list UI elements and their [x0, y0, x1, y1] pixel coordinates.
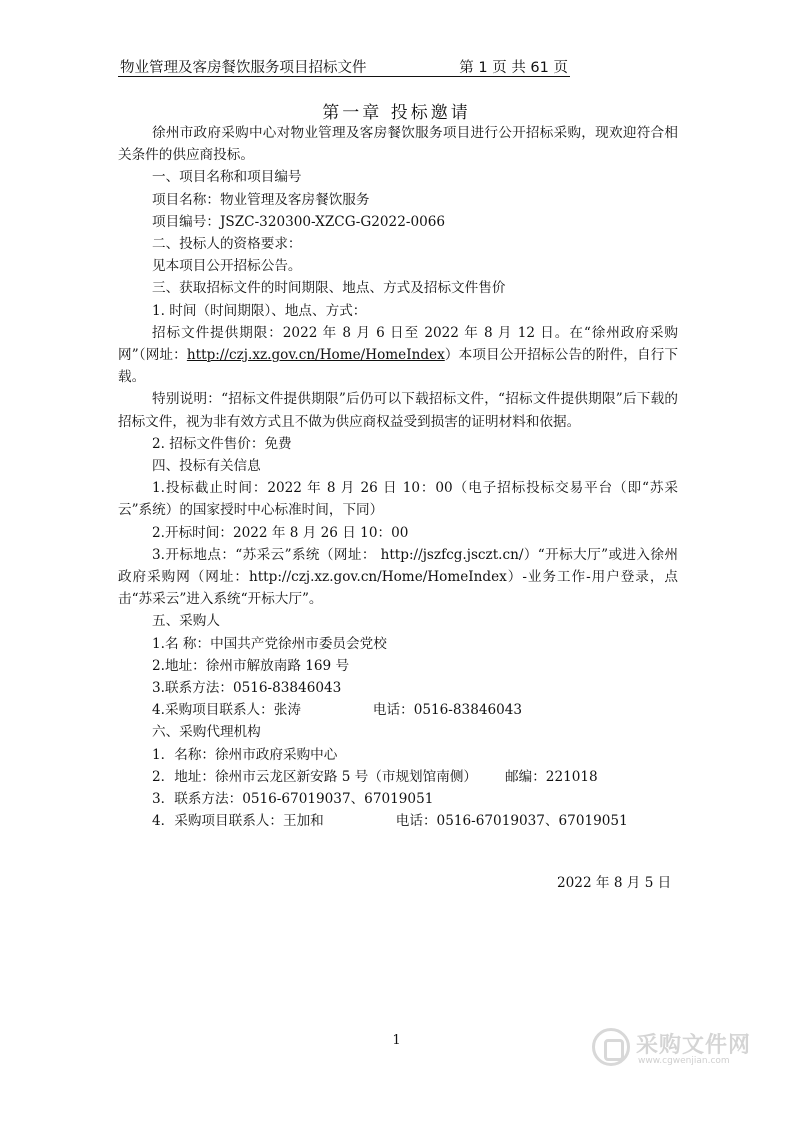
agency-address-line [118, 766, 678, 788]
section-heading: 三、获取招标文件的时间期限、地点、方式及招标文件售价 [152, 280, 506, 297]
purchaser-contact: 3.联系方法：0516-83846043 [152, 680, 342, 697]
contact-phone: 电话：0516-67019037、67019051 [395, 813, 628, 830]
page-number: 1 [392, 1033, 401, 1048]
document-title: 物业管理及客房餐饮服务项目招标文件 [120, 60, 367, 76]
watermark-name: 采购文件网 [636, 1033, 752, 1058]
agency-address: 2．地址：徐州市云龙区新安路 5 号（市规划馆南侧） [152, 768, 478, 785]
section-heading: 五、采购人 [152, 613, 220, 630]
paragraph: 见本项目公开招标公告。 [152, 258, 302, 275]
paragraph-text: ）本项目公开招标公告的附件，自行下载。 [118, 347, 679, 386]
contact-phone: 电话：0516-83846043 [372, 702, 523, 719]
document-body [118, 122, 678, 833]
opening-location: 3.开标地点：“苏采云”系统（网址： http://jszfcg.jsczt.cn/）“开标大厅”或进入徐州政府采购网（网址：http://czj.xz.gov.cn/Home/HomeIndex）-业务工作-用户登录，点击“苏采云”进入系统“开标大厅”。 [118, 546, 678, 608]
section-heading: 一、项目名称和项目编号 [152, 169, 302, 186]
chapter-title: 第一章 投标邀请 [322, 103, 471, 123]
subsection-heading: 1. 时间（时间期限）、地点、方式： [152, 302, 367, 319]
bid-deadline: 1.投标截止时间：2022 年 8 月 26 日 10：00（电子招标投标交易平台（即“苏采云”系统）的国家授时中心标准时间，下同） [118, 480, 678, 519]
watermark-site: www.cgwenjian.com [638, 1056, 730, 1066]
agency-zip: 邮编：221018 [505, 768, 598, 785]
paragraph: 2. 招标文件售价：免费 [152, 435, 292, 452]
contact-person: 4.采购项目联系人：张涛 [152, 702, 301, 719]
project-name: 项目名称：物业管理及客房餐饮服务 [152, 191, 370, 208]
contact-person: 4．采购项目联系人：王加和 [152, 813, 324, 830]
procurement-site-link[interactable]: http://czj.xz.gov.cn/Home/HomeIndex [186, 347, 445, 364]
section-heading: 四、投标有关信息 [152, 458, 261, 475]
project-code: 项目编号：JSZC-320300-XZCG-G2022-0066 [152, 213, 446, 230]
agency-contact-person-line [118, 810, 678, 832]
section-heading: 二、投标人的资格要求： [152, 236, 302, 253]
section-heading: 六、采购代理机构 [152, 724, 261, 741]
purchaser-name: 1.名 称：中国共产党徐州市委员会党校 [152, 635, 387, 652]
page-header [118, 54, 570, 77]
download-period-paragraph [118, 322, 678, 389]
special-note: 特别说明：“招标文件提供期限”后仍可以下载招标文件，“招标文件提供期限”后下载的招标文件，视为非有效方式且不做为供应商权益受到损害的证明材料和依据。 [118, 391, 678, 430]
page-info: 第 1 页 共 61 页 [459, 60, 568, 76]
watermark-logo-icon [592, 1028, 630, 1066]
purchaser-contact-person [118, 699, 678, 721]
signature-date: 2022 年 8 月 5 日 [557, 875, 672, 891]
agency-contact: 3．联系方法：0516-67019037、67019051 [152, 791, 434, 808]
intro-paragraph: 徐州市政府采购中心对物业管理及客房餐饮服务项目进行公开招标采购，现欢迎符合相关条件的供应商投标。 [118, 125, 678, 164]
watermark [592, 1026, 762, 1072]
paragraph-text: 招标文件提供期限：2022 年 8 月 6 日至 2022 年 8 月 12 日。在“徐州政府采购网”（网址： [118, 324, 678, 364]
opening-time: 2.开标时间：2022 年 8 月 26 日 10：00 [152, 524, 409, 541]
purchaser-address: 2.地址：徐州市解放南路 169 号 [152, 657, 350, 674]
agency-name: 1．名称：徐州市政府采购中心 [152, 746, 338, 763]
